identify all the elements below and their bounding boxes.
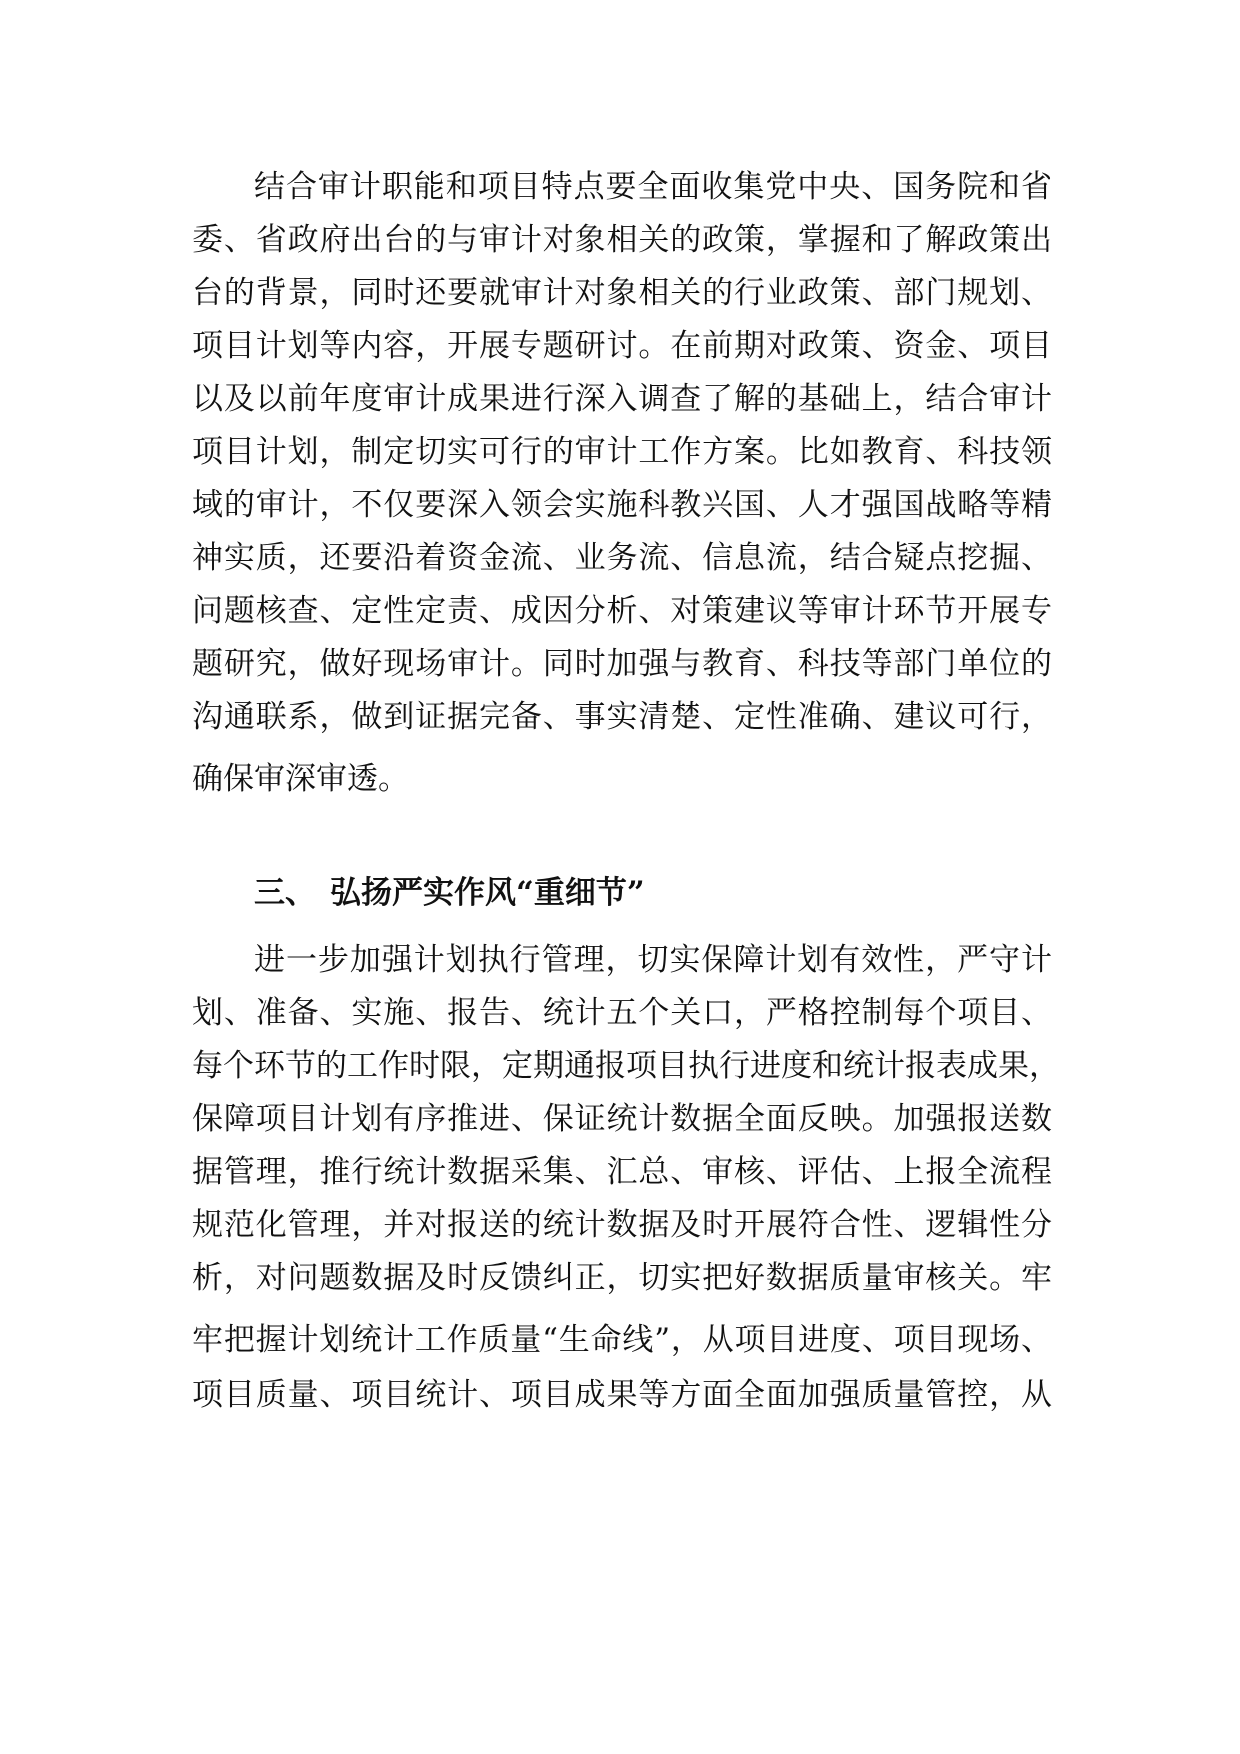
section-title: 弘扬严实作风“重细节”: [330, 875, 645, 911]
paragraph-line: 沟通联系，做到证据完备、事实清楚、定性准确、建议可行，: [192, 699, 1052, 735]
paragraph-line: 划、准备、实施、报告、统计五个关口，严格控制每个项目、: [192, 995, 1052, 1031]
paragraph-line: 据管理，推行统计数据采集、汇总、审核、评估、上报全流程: [192, 1154, 1052, 1190]
paragraph-line: 域的审计，不仅要深入领会实施科教兴国、人才强国战略等精: [192, 487, 1052, 523]
paragraph-line: 项目计划，制定切实可行的审计工作方案。比如教育、科技领: [192, 434, 1052, 470]
paragraph-line: 保障项目计划有序推进、保证统计数据全面反映。加强报送数: [192, 1101, 1052, 1137]
paragraph-line: 台的背景，同时还要就审计对象相关的行业政策、部门规划、: [192, 275, 1052, 311]
section-heading: [254, 868, 645, 918]
paragraph-line: 析，对问题数据及时反馈纠正，切实把好数据质量审核关。牢: [192, 1260, 1052, 1296]
paragraph-line: 题研究，做好现场审计。同时加强与教育、科技等部门单位的: [192, 646, 1052, 682]
paragraph-line: 项目计划等内容，开展专题研讨。在前期对政策、资金、项目: [192, 328, 1052, 364]
paragraph-line: 项目质量、项目统计、项目成果等方面全面加强质量管控，从: [192, 1377, 1052, 1413]
paragraph-line: 神实质，还要沿着资金流、业务流、信息流，结合疑点挖掘、: [192, 540, 1052, 576]
paragraph-line: 确保审深审透。: [192, 761, 409, 797]
paragraph-line: 问题核查、定性定责、成因分析、对策建议等审计环节开展专: [192, 593, 1052, 629]
paragraph-line: 每个环节的工作时限，定期通报项目执行进度和统计报表成果，: [192, 1048, 1060, 1084]
paragraph-line: 以及以前年度审计成果进行深入调查了解的基础上，结合审计: [192, 381, 1052, 417]
paragraph-line: 规范化管理，并对报送的统计数据及时开展符合性、逻辑性分: [192, 1207, 1052, 1243]
paragraph-line: 结合审计职能和项目特点要全面收集党中央、国务院和省: [254, 169, 1052, 205]
paragraph-line: 进一步加强计划执行管理，切实保障计划有效性，严守计: [254, 942, 1052, 978]
section-number: 三、: [254, 875, 316, 911]
paragraph-line: 牢把握计划统计工作质量“生命线”，从项目进度、项目现场、: [192, 1322, 1052, 1358]
paragraph-line: 委、省政府出台的与审计对象相关的政策，掌握和了解政策出: [192, 222, 1052, 258]
